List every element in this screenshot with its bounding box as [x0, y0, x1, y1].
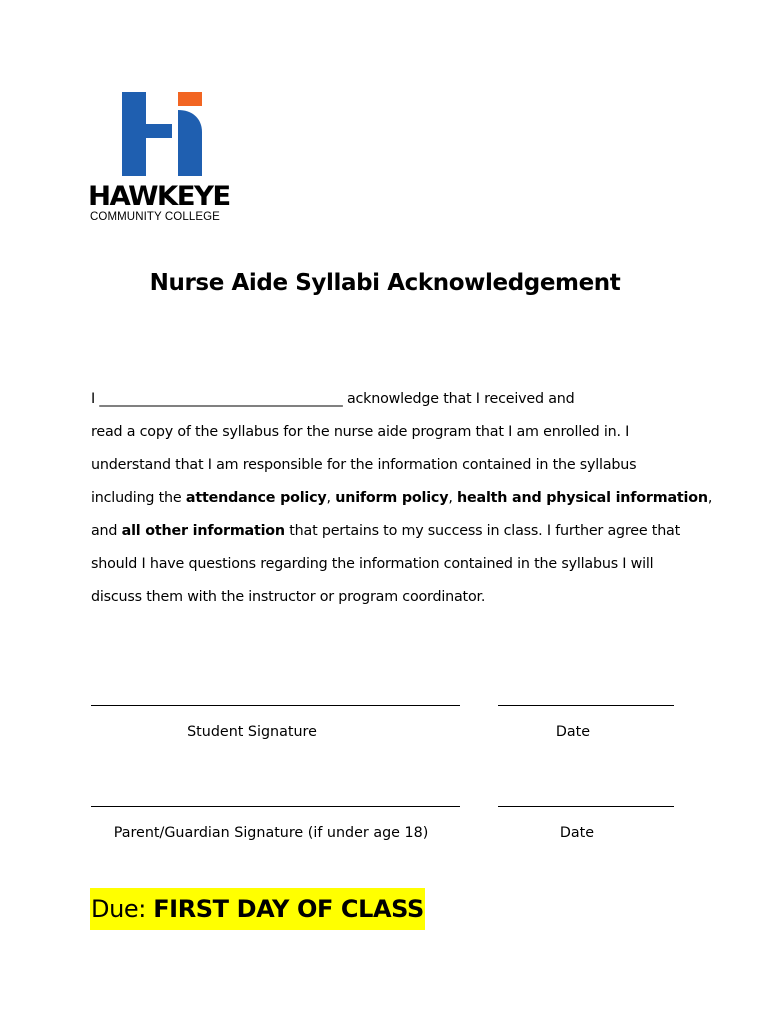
- name-blank-field[interactable]: ___________________________________: [99, 391, 343, 407]
- paragraph-line-2: read a copy of the syllabus for the nurse aide program that I am enrolled in. I: [91, 424, 630, 440]
- paragraph-line-5: [91, 515, 691, 548]
- logo-wordmark: HAWKEYE: [88, 181, 230, 212]
- student-signature-label: Student Signature: [187, 724, 317, 740]
- paragraph-text: that pertains to my success in class. I further agree that: [284, 523, 681, 539]
- page-title: Nurse Aide Syllabi Acknowledgement: [149, 270, 621, 296]
- due-value: FIRST DAY OF CLASS: [153, 895, 424, 923]
- bold-attendance-policy: attendance policy: [185, 490, 327, 506]
- paragraph-text: I: [91, 391, 96, 407]
- due-prefix: Due:: [91, 895, 154, 923]
- parent-signature-line[interactable]: [91, 806, 460, 807]
- parent-signature-label: Parent/Guardian Signature (if under age 18): [113, 825, 429, 841]
- paragraph-line-4: [91, 482, 713, 515]
- student-signature-line[interactable]: [91, 705, 460, 706]
- paragraph-line-1: [91, 383, 691, 416]
- paragraph-line-3: understand that I am responsible for the information contained in the syllabus: [91, 457, 637, 473]
- bold-all-other-information: all other information: [121, 523, 285, 539]
- paragraph-text: acknowledge that I received and: [346, 391, 575, 407]
- acknowledgement-paragraph: [91, 383, 713, 614]
- paragraph-line-6: should I have questions regarding the information contained in the syllabus I will: [91, 556, 654, 572]
- paragraph-text: ,: [326, 490, 336, 506]
- parent-date-label: Date: [559, 825, 595, 841]
- student-date-label: Date: [555, 724, 591, 740]
- bold-health-information: health and physical information: [457, 490, 708, 506]
- paragraph-text: ,: [707, 490, 713, 506]
- bold-uniform-policy: uniform policy: [335, 490, 449, 506]
- paragraph-text: including the: [91, 490, 186, 506]
- paragraph-line-7: discuss them with the instructor or program coordinator.: [91, 589, 486, 605]
- logo-subtitle: COMMUNITY COLLEGE: [90, 211, 220, 223]
- college-logo: [88, 92, 238, 227]
- hawkeye-h-logo-icon: [122, 92, 208, 176]
- parent-date-line[interactable]: [498, 806, 674, 807]
- paragraph-text: ,: [448, 490, 458, 506]
- due-date-banner: [90, 888, 425, 930]
- paragraph-text: and: [91, 523, 122, 539]
- student-date-line[interactable]: [498, 705, 674, 706]
